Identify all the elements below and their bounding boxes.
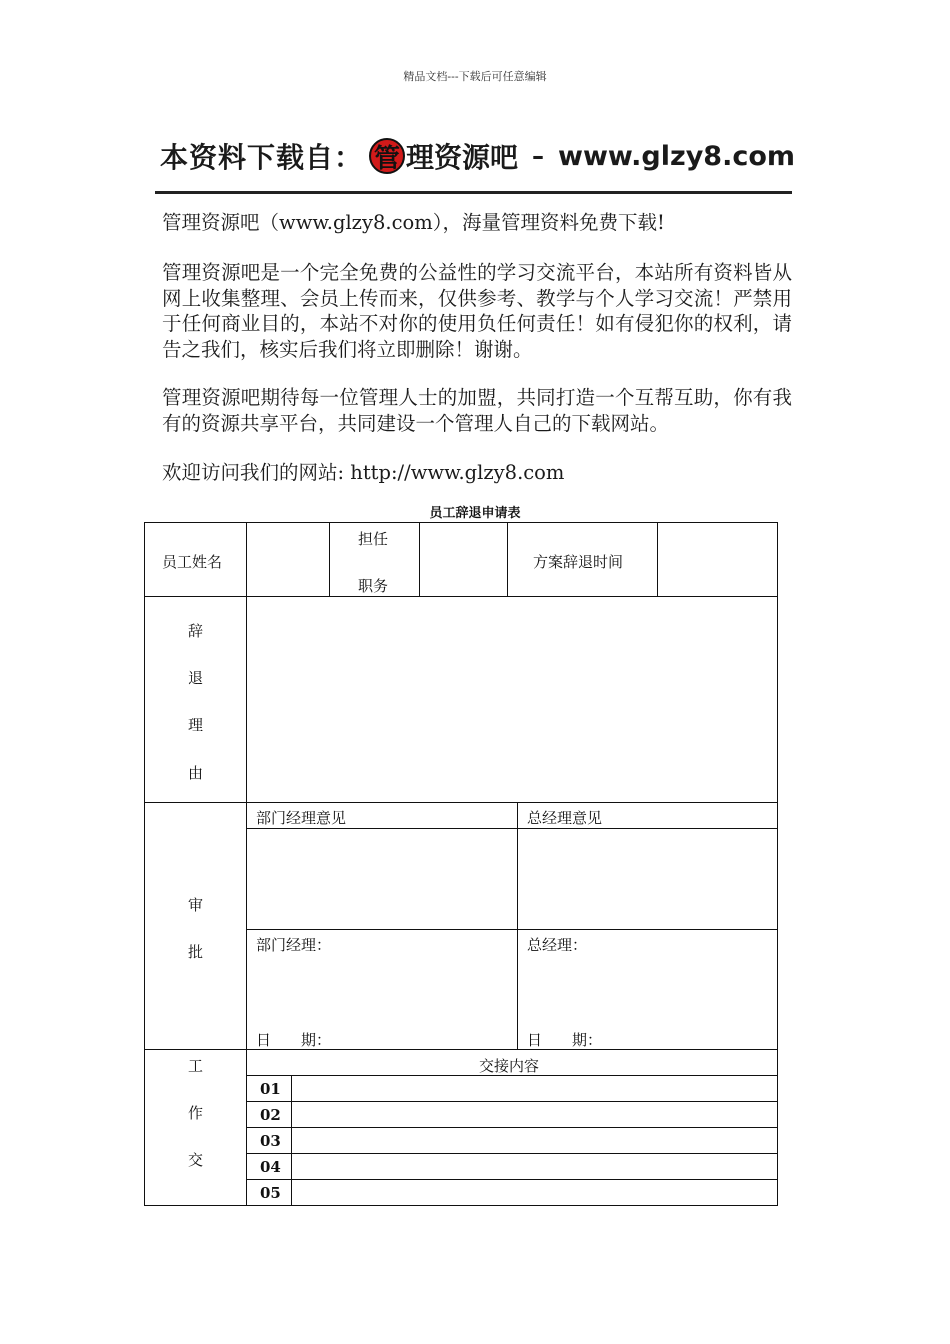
approval-label-char: 审	[188, 896, 204, 914]
reason-label-char: 理	[188, 716, 204, 734]
intro-invitation: 管理资源吧期待每一位管理人士的加盟，共同打造一个互帮互助，你有我有的资源共享平台，共同建设一个管理人自己的下载网站。	[162, 386, 792, 435]
handover-row-number: 03	[260, 1132, 281, 1150]
handover-label-char: 工	[188, 1057, 204, 1075]
form-title: 员工辞退申请表	[429, 506, 521, 521]
banner-url[interactable]: www.glzy8.com	[558, 140, 796, 172]
handover-label-char: 交	[188, 1151, 204, 1169]
dept-manager-date-label: 日 期：	[256, 1031, 332, 1049]
header-note: 精品文档---下载后可任意编辑	[403, 70, 547, 83]
banner-prefix: 本资料下载自：	[160, 141, 364, 174]
handover-row-number: 02	[260, 1106, 281, 1124]
dept-manager-signature-label: 部门经理：	[256, 936, 332, 954]
reason-label-char: 辞	[188, 622, 204, 640]
banner-divider	[155, 191, 792, 194]
handover-label-char: 作	[188, 1104, 204, 1122]
banner-dash: –	[532, 142, 545, 170]
position-label-line2: 职务	[358, 577, 389, 595]
reason-label-char: 退	[188, 669, 204, 687]
intro-disclaimer: 管理资源吧是一个完全免费的公益性的学习交流平台，本站所有资料皆从网上收集整理、会员上传而来，仅供参考、教学与个人学习交流！严禁用于任何商业目的，本站不对你的使用负任何责任！如有侵犯你的权利，请告之我们，核实后我们将立即删除！谢谢。	[162, 261, 792, 361]
handover-content-header: 交接内容	[479, 1057, 540, 1075]
gm-opinion-label: 总经理意见	[527, 809, 603, 827]
handover-row-number: 05	[260, 1184, 281, 1202]
source-banner	[160, 132, 800, 180]
banner-site-name: 理资源吧	[406, 141, 519, 174]
position-label-line1: 担任	[358, 530, 389, 548]
handover-row-number: 01	[260, 1080, 281, 1098]
dept-manager-opinion-label: 部门经理意见	[256, 809, 347, 827]
dismissal-form-table	[144, 522, 778, 1206]
planned-dismissal-date-label: 方案辞退时间	[533, 553, 624, 571]
intro-welcome: 欢迎访问我们的网站: http://www.glzy8.com	[162, 461, 565, 484]
gm-date-label: 日 期：	[527, 1031, 603, 1049]
table-grid-lines	[144, 522, 778, 1206]
handover-row-number: 04	[260, 1158, 281, 1176]
gm-signature-label: 总经理：	[527, 936, 588, 954]
approval-label-char: 批	[188, 943, 204, 961]
reason-label-char: 由	[188, 764, 204, 782]
site-logo-icon: 管	[369, 138, 405, 174]
intro-line: 管理资源吧（www.glzy8.com），海量管理资料免费下载!	[162, 211, 665, 234]
employee-name-label: 员工姓名	[162, 553, 223, 571]
